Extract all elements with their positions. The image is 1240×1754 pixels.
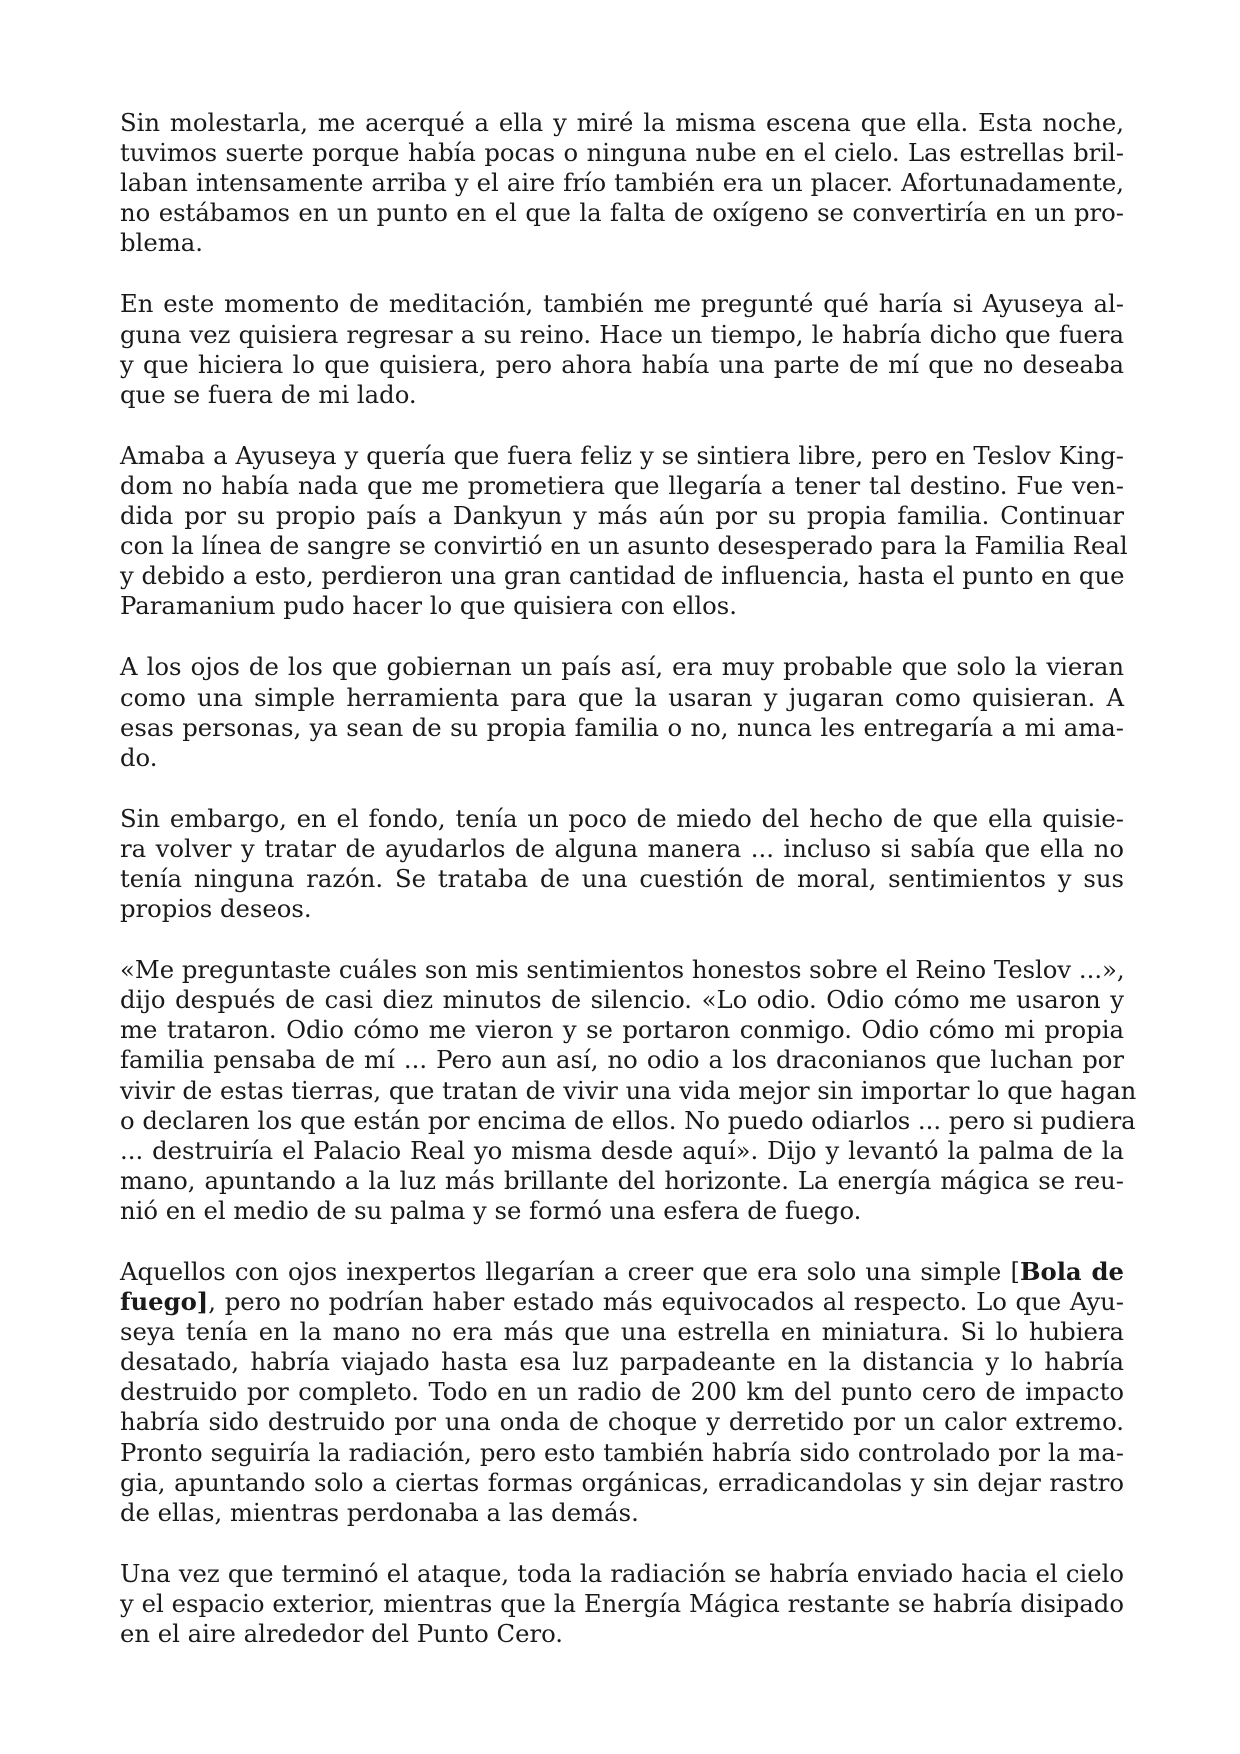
text-line: dijo después de casi diez minutos de silencio. «Lo odio. Odio cómo me usaron y <box>120 985 1124 1015</box>
text-line: nió en el medio de su palma y se formó una esfera de fuego. <box>120 1195 862 1225</box>
text-line: destruido por completo. Todo en un radio de 200 km del punto cero de impacto <box>120 1377 1124 1407</box>
bold-term: fuego] <box>120 1287 209 1317</box>
text-line <box>120 1287 1124 1317</box>
text-line: y que hiciera lo que quisiera, pero ahora había una parte de mí que no deseaba <box>120 349 1124 379</box>
text-line: me trataron. Odio cómo me vieron y se portaron conmigo. Odio cómo mi propia <box>120 1015 1124 1045</box>
text-line: con la línea de sangre se convirtió en un asunto desesperado para la Familia Real <box>120 531 1128 561</box>
text-line: vivir de estas tierras, que tratan de vivir una vida mejor sin importar lo que hagan <box>120 1075 1137 1105</box>
paragraph-7 <box>120 1257 1124 1528</box>
text-line: familia pensaba de mí ... Pero aun así, no odio a los draconianos que luchan por <box>120 1045 1124 1075</box>
text-line: desatado, habría viajado hasta esa luz parpadeante en la distancia y lo habría <box>120 1347 1124 1377</box>
bold-term: Bola de <box>1019 1257 1124 1286</box>
document-page <box>120 108 1137 1680</box>
text-line: gia, apuntando solo a ciertas formas orgánicas, erradicandolas y sin dejar rastro <box>120 1467 1124 1497</box>
text-run: Aquellos con ojos inexpertos llegarían a creer que era solo una simple [ <box>120 1257 1020 1286</box>
text-line: propios deseos. <box>120 894 312 924</box>
text-line: habría sido destruido por una onda de choque y derretido por un calor extremo. <box>120 1407 1124 1437</box>
text-line: seya tenía en la mano no era más que una estrella en miniatura. Si lo hubiera <box>120 1317 1124 1347</box>
text-line: A los ojos de los que gobiernan un país así, era muy probable que solo la vieran <box>120 652 1124 682</box>
paragraph-1 <box>120 108 1124 258</box>
paragraph-4 <box>120 652 1124 772</box>
text-line: que se fuera de mi lado. <box>120 379 417 409</box>
text-line: Sin embargo, en el fondo, tenía un poco de miedo del hecho de que ella quisie- <box>120 803 1124 833</box>
paragraph-5 <box>120 804 1124 924</box>
text-line: ra volver y tratar de ayudarlos de alguna manera ... incluso si sabía que ella no <box>120 833 1124 863</box>
text-line: o declaren los que están por encima de ellos. No puedo odiarlos ... pero si pudiera <box>120 1105 1136 1135</box>
paragraph-2 <box>120 289 1124 409</box>
text-line: Paramanium pudo hacer lo que quisiera con ellos. <box>120 591 737 621</box>
text-line: de ellas, mientras perdonaba a las demás. <box>120 1497 639 1527</box>
text-line: laban intensamente arriba y el aire frío también era un placer. Afortunadamente, <box>120 168 1124 198</box>
text-line: y debido a esto, perdieron una gran cantidad de influencia, hasta el punto en que <box>120 561 1125 591</box>
text-line: tuvimos suerte porque había pocas o ninguna nube en el cielo. Las estrellas bril- <box>120 138 1124 168</box>
text-line: ... destruiría el Palacio Real yo misma desde aquí». Dijo y levantó la palma de la <box>120 1135 1124 1165</box>
text-line: Pronto seguiría la radiación, pero esto también habría sido controlado por la ma- <box>120 1437 1124 1467</box>
paragraph-6 <box>120 955 1137 1226</box>
text-line: do. <box>120 742 158 772</box>
text-line: «Me preguntaste cuáles son mis sentimientos honestos sobre el Reino Teslov ...», <box>120 955 1125 985</box>
text-line <box>120 1257 1124 1287</box>
text-line: mano, apuntando a la luz más brillante del horizonte. La energía mágica se reu- <box>120 1165 1124 1195</box>
text-line: Amaba a Ayuseya y quería que fuera feliz y se sintiera libre, pero en Teslov King- <box>120 440 1124 470</box>
text-line: como una simple herramienta para que la usaran y jugaran como quisieran. A <box>120 682 1124 712</box>
text-line: guna vez quisiera regresar a su reino. Hace un tiempo, le habría dicho que fuera <box>120 319 1124 349</box>
text-line: no estábamos en un punto en el que la falta de oxígeno se convertiría en un pro- <box>120 198 1124 228</box>
text-line: dida por su propio país a Dankyun y más aún por su propia familia. Continuar <box>120 501 1124 531</box>
text-line: dom no había nada que me prometiera que llegaría a tener tal destino. Fue ven- <box>120 470 1124 500</box>
text-line: Una vez que terminó el ataque, toda la radiación se habría enviado hacia el cielo <box>120 1558 1124 1588</box>
text-line: Sin molestarla, me acerqué a ella y miré la misma escena que ella. Esta noche, <box>120 108 1124 137</box>
paragraph-8 <box>120 1559 1124 1649</box>
text-line: En este momento de meditación, también me pregunté qué haría si Ayuseya al- <box>120 289 1124 319</box>
paragraph-3 <box>120 440 1128 622</box>
text-line: blema. <box>120 228 203 258</box>
text-run: , pero no podrían haber estado más equivocados al respecto. Lo que Ayu- <box>208 1287 1124 1317</box>
text-line: y el espacio exterior, mientras que la Energía Mágica restante se habría disipado <box>120 1588 1124 1618</box>
text-line: en el aire alrededor del Punto Cero. <box>120 1619 563 1649</box>
text-line: esas personas, ya sean de su propia familia o no, nunca les entregaría a mi ama- <box>120 712 1124 742</box>
text-line: tenía ninguna razón. Se trataba de una cuestión de moral, sentimientos y sus <box>120 863 1124 893</box>
